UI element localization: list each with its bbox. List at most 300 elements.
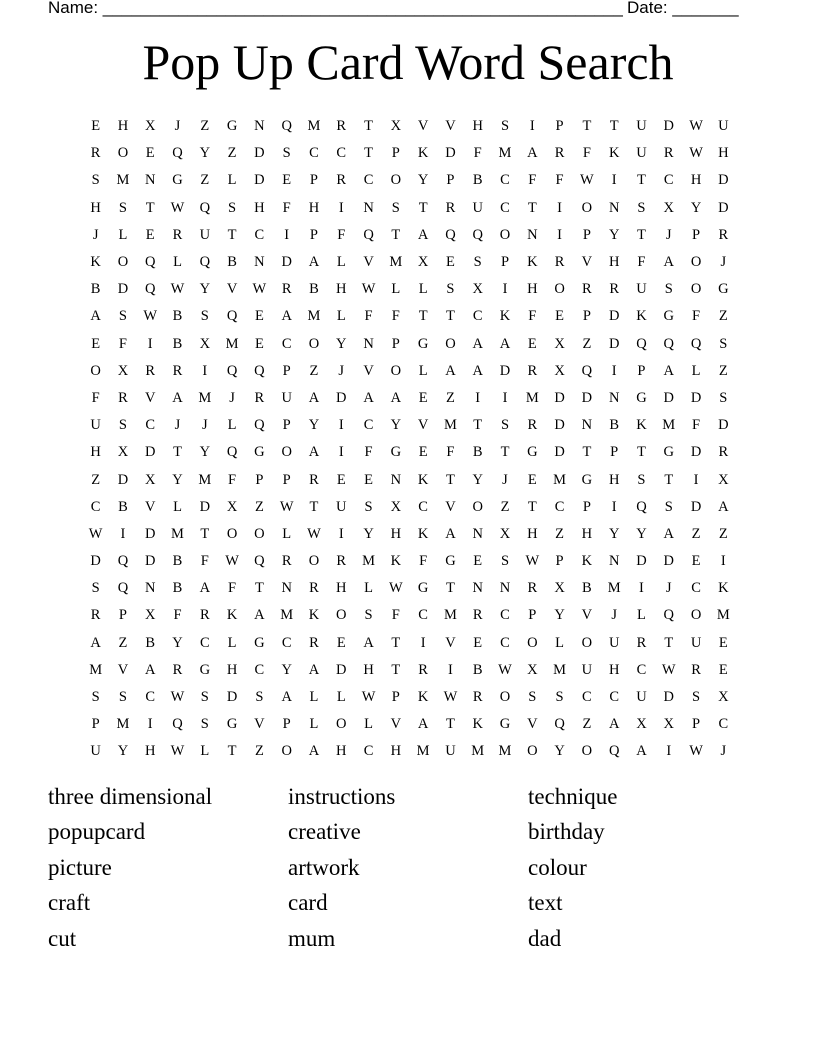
- grid-letter: Y: [417, 172, 429, 189]
- grid-letter: D: [144, 553, 156, 570]
- grid-letter: E: [718, 661, 728, 678]
- grid-letter: I: [338, 199, 344, 216]
- grid-letter: F: [391, 308, 400, 325]
- grid-letter: E: [718, 634, 728, 651]
- grid-letter: C: [199, 634, 210, 651]
- grid-letter: G: [445, 553, 456, 570]
- grid-letter: T: [418, 199, 428, 216]
- grid-letter: E: [527, 471, 537, 488]
- grid-letter: O: [581, 634, 593, 651]
- grid-letter: V: [417, 417, 429, 434]
- grid-letter: T: [254, 580, 264, 597]
- grid-letter: J: [720, 254, 727, 271]
- grid-letter: H: [608, 254, 620, 271]
- word-list: [48, 779, 768, 957]
- grid-letter: O: [308, 553, 320, 570]
- grid-letter: A: [663, 254, 674, 271]
- grid-letter: L: [637, 607, 646, 624]
- grid-letter: C: [363, 417, 374, 434]
- grid-letter: G: [636, 389, 647, 406]
- grid-letter: U: [718, 118, 729, 135]
- grid-letter: X: [144, 607, 156, 624]
- grid-letter: J: [174, 118, 181, 135]
- grid-letter: D: [254, 172, 265, 189]
- grid-letter: K: [417, 689, 429, 706]
- grid-letter: E: [336, 471, 346, 488]
- grid-letter: D: [144, 444, 156, 461]
- grid-letter: K: [472, 716, 483, 733]
- grid-letter: A: [308, 743, 320, 760]
- grid-letter: Y: [199, 444, 211, 461]
- grid-letter: Z: [91, 471, 101, 488]
- grid-letter: Z: [718, 308, 728, 325]
- grid-letter: I: [147, 716, 153, 733]
- grid-letter: F: [173, 607, 182, 624]
- grid-letter: L: [173, 254, 182, 271]
- grid-letter: O: [390, 172, 402, 189]
- grid-letter: E: [527, 335, 537, 352]
- letter-grid: [82, 113, 737, 766]
- grid-letter: T: [391, 634, 401, 651]
- grid-letter: I: [666, 743, 672, 760]
- grid-letter: Z: [227, 145, 237, 162]
- grid-letter: M: [116, 716, 130, 733]
- grid-letter: A: [718, 498, 729, 515]
- grid-letter: S: [91, 580, 100, 597]
- grid-letter: W: [580, 172, 594, 189]
- grid-letter: I: [529, 118, 535, 135]
- grid-letter: Y: [608, 525, 620, 542]
- grid-letter: B: [472, 661, 483, 678]
- grid-letter: S: [118, 199, 127, 216]
- grid-letter: G: [390, 444, 402, 461]
- grid-letter: M: [525, 389, 539, 406]
- grid-letter: U: [445, 743, 456, 760]
- grid-letter: Y: [472, 471, 483, 488]
- grid-letter: M: [443, 607, 457, 624]
- grid-letter: M: [389, 254, 403, 271]
- grid-letter: A: [527, 145, 538, 162]
- grid-letter: O: [445, 335, 456, 352]
- grid-letter: H: [254, 199, 265, 216]
- grid-letter: D: [554, 389, 565, 406]
- grid-letter: O: [254, 525, 265, 542]
- grid-letter: C: [472, 308, 483, 325]
- grid-letter: D: [199, 498, 211, 515]
- grid-letter: S: [528, 689, 537, 706]
- grid-letter: H: [472, 118, 483, 135]
- grid-letter: F: [419, 553, 428, 570]
- grid-letter: T: [527, 199, 537, 216]
- grid-letter: E: [364, 471, 373, 488]
- grid-letter: L: [227, 634, 237, 651]
- grid-letter: R: [718, 444, 729, 461]
- grid-letter: Q: [281, 118, 292, 135]
- grid-letter: H: [336, 743, 347, 760]
- grid-letter: W: [307, 525, 321, 542]
- grid-letter: B: [582, 580, 592, 597]
- grid-letter: K: [90, 254, 101, 271]
- grid-letter: C: [554, 498, 565, 515]
- grid-letter: E: [254, 335, 264, 352]
- grid-letter: I: [338, 444, 344, 461]
- grid-letter: H: [527, 525, 538, 542]
- grid-letter: S: [118, 308, 127, 325]
- grid-letter: E: [145, 226, 155, 243]
- grid-letter: Y: [281, 661, 292, 678]
- grid-letter: N: [608, 389, 620, 406]
- grid-letter: Q: [226, 362, 238, 379]
- grid-letter: U: [636, 145, 647, 162]
- grid-letter: G: [718, 281, 729, 298]
- grid-letter: Z: [200, 118, 210, 135]
- grid-letter: D: [608, 335, 620, 352]
- grid-letter: F: [692, 417, 701, 434]
- grid-letter: R: [472, 607, 483, 624]
- grid-letter: J: [338, 362, 345, 379]
- grid-letter: J: [229, 389, 235, 406]
- grid-letter: H: [336, 281, 347, 298]
- grid-letter: X: [390, 498, 402, 515]
- grid-letter: B: [90, 281, 101, 298]
- grid-letter: D: [690, 389, 702, 406]
- grid-letter: P: [582, 308, 591, 325]
- grid-letter: H: [144, 743, 156, 760]
- grid-letter: W: [170, 689, 185, 706]
- word-list-item: instructions: [288, 783, 396, 809]
- grid-letter: Q: [690, 335, 702, 352]
- grid-letter: R: [281, 281, 292, 298]
- grid-letter: M: [280, 607, 294, 624]
- grid-letter: W: [389, 580, 403, 597]
- grid-letter: D: [445, 145, 456, 162]
- grid-letter: C: [418, 498, 428, 515]
- grid-letter: D: [554, 444, 565, 461]
- grid-letter: N: [608, 553, 620, 570]
- grid-letter: L: [227, 172, 237, 189]
- grid-letter: S: [664, 498, 673, 515]
- name-field-label: Name: _______________________________________________________: [48, 0, 623, 17]
- grid-letter: I: [338, 525, 344, 542]
- grid-letter: R: [90, 145, 101, 162]
- grid-letter: B: [172, 553, 183, 570]
- grid-letter: P: [637, 362, 646, 379]
- grid-letter: I: [502, 389, 508, 406]
- grid-letter: M: [443, 417, 457, 434]
- grid-letter: B: [118, 498, 128, 515]
- grid-letter: G: [417, 335, 429, 352]
- grid-letter: L: [282, 525, 292, 542]
- grid-letter: E: [254, 308, 264, 325]
- grid-letter: R: [663, 145, 674, 162]
- grid-letter: C: [663, 172, 674, 189]
- grid-letter: N: [363, 335, 374, 352]
- grid-letter: C: [336, 145, 347, 162]
- grid-letter: A: [472, 362, 483, 379]
- grid-letter: O: [499, 689, 511, 706]
- grid-letter: I: [693, 471, 699, 488]
- grid-letter: P: [582, 498, 591, 515]
- grid-letter: Z: [254, 743, 264, 760]
- grid-letter: G: [226, 118, 238, 135]
- grid-letter: L: [336, 308, 346, 325]
- grid-letter: R: [527, 417, 538, 434]
- grid-letter: C: [281, 634, 292, 651]
- grid-letter: T: [446, 716, 455, 733]
- grid-letter: G: [254, 444, 265, 461]
- grid-letter: D: [663, 553, 674, 570]
- grid-letter: T: [637, 444, 646, 461]
- grid-letter: O: [581, 199, 593, 216]
- grid-letter: P: [282, 716, 291, 733]
- grid-letter: V: [390, 716, 402, 733]
- grid-letter: U: [336, 498, 347, 515]
- grid-letter: C: [718, 716, 729, 733]
- grid-letter: W: [170, 281, 185, 298]
- grid-letter: W: [689, 145, 703, 162]
- grid-letter: G: [581, 471, 593, 488]
- grid-letter: G: [417, 580, 429, 597]
- grid-letter: S: [692, 689, 701, 706]
- grid-letter: L: [309, 716, 319, 733]
- grid-letter: A: [90, 634, 101, 651]
- grid-letter: X: [472, 281, 483, 298]
- grid-letter: P: [309, 172, 318, 189]
- grid-letter: V: [226, 281, 238, 298]
- grid-letter: O: [527, 634, 538, 651]
- grid-letter: O: [117, 254, 129, 271]
- grid-letter: Q: [254, 362, 265, 379]
- grid-letter: R: [118, 389, 128, 406]
- grid-letter: L: [391, 281, 401, 298]
- grid-letter: G: [663, 444, 674, 461]
- grid-letter: W: [443, 689, 458, 706]
- grid-letter: X: [718, 471, 729, 488]
- grid-letter: A: [363, 389, 374, 406]
- word-list-item: artwork: [288, 854, 360, 880]
- grid-letter: Q: [172, 145, 183, 162]
- grid-letter: S: [500, 553, 510, 570]
- grid-letter: S: [200, 689, 209, 706]
- grid-letter: W: [170, 199, 185, 216]
- grid-letter: W: [661, 661, 676, 678]
- grid-letter: E: [555, 308, 565, 325]
- grid-letter: R: [172, 226, 183, 243]
- grid-letter: Y: [117, 743, 129, 760]
- grid-letter: N: [144, 172, 156, 189]
- grid-letter: U: [281, 389, 292, 406]
- grid-letter: T: [145, 199, 155, 216]
- grid-letter: C: [691, 580, 701, 597]
- grid-letter: U: [90, 417, 101, 434]
- grid-letter: H: [690, 172, 702, 189]
- grid-letter: C: [309, 145, 319, 162]
- grid-letter: U: [636, 118, 647, 135]
- grid-letter: Q: [199, 254, 211, 271]
- grid-letter: U: [472, 199, 483, 216]
- grid-letter: H: [226, 661, 238, 678]
- grid-letter: C: [281, 335, 292, 352]
- grid-letter: S: [255, 689, 264, 706]
- grid-letter: A: [308, 389, 320, 406]
- grid-letter: A: [90, 308, 101, 325]
- grid-letter: L: [336, 689, 346, 706]
- grid-letter: Z: [691, 525, 701, 542]
- grid-letter: Z: [555, 525, 565, 542]
- grid-letter: E: [91, 118, 101, 135]
- grid-letter: A: [472, 335, 483, 352]
- grid-letter: R: [472, 689, 483, 706]
- word-list-item: technique: [528, 783, 618, 809]
- grid-letter: B: [172, 335, 183, 352]
- grid-letter: M: [171, 525, 184, 542]
- grid-letter: Z: [582, 335, 592, 352]
- grid-letter: T: [473, 417, 483, 434]
- grid-letter: A: [608, 716, 620, 733]
- grid-letter: E: [473, 634, 483, 651]
- grid-letter: X: [117, 362, 129, 379]
- grid-letter: K: [608, 145, 620, 162]
- grid-letter: E: [336, 634, 346, 651]
- grid-letter: G: [663, 308, 674, 325]
- grid-letter: Y: [636, 525, 647, 542]
- grid-letter: H: [308, 199, 320, 216]
- grid-letter: L: [418, 362, 428, 379]
- grid-letter: A: [363, 634, 374, 651]
- grid-letter: E: [691, 553, 701, 570]
- grid-letter: N: [390, 471, 402, 488]
- grid-letter: Y: [363, 525, 374, 542]
- grid-letter: J: [611, 607, 617, 624]
- grid-letter: Q: [445, 226, 456, 243]
- grid-letter: H: [608, 471, 620, 488]
- grid-letter: P: [282, 471, 291, 488]
- grid-letter: I: [557, 226, 563, 243]
- grid-letter: S: [200, 716, 209, 733]
- grid-letter: T: [527, 498, 537, 515]
- grid-letter: S: [664, 281, 673, 298]
- grid-letter: T: [446, 308, 455, 325]
- grid-letter: X: [554, 362, 565, 379]
- grid-letter: E: [418, 444, 428, 461]
- grid-letter: M: [362, 553, 375, 570]
- grid-letter: R: [90, 607, 101, 624]
- grid-letter: C: [636, 661, 647, 678]
- grid-letter: R: [199, 607, 210, 624]
- grid-letter: R: [281, 553, 292, 570]
- grid-letter: H: [336, 580, 347, 597]
- grid-letter: V: [144, 389, 156, 406]
- grid-letter: M: [225, 335, 239, 352]
- grid-letter: Z: [118, 634, 128, 651]
- grid-letter: E: [145, 145, 155, 162]
- grid-letter: N: [472, 525, 483, 542]
- grid-letter: F: [364, 308, 373, 325]
- grid-letter: Z: [500, 498, 510, 515]
- grid-letter: B: [309, 281, 319, 298]
- grid-letter: F: [582, 145, 591, 162]
- grid-letter: X: [417, 254, 429, 271]
- grid-letter: F: [228, 580, 237, 597]
- grid-letter: V: [581, 254, 593, 271]
- grid-letter: Y: [390, 417, 402, 434]
- grid-letter: L: [227, 417, 237, 434]
- grid-letter: P: [555, 553, 564, 570]
- grid-letter: Z: [718, 362, 728, 379]
- grid-letter: X: [663, 716, 674, 733]
- grid-letter: Z: [446, 389, 455, 406]
- word-list-item: three dimensional: [48, 783, 213, 809]
- grid-letter: D: [336, 389, 347, 406]
- grid-letter: R: [172, 661, 183, 678]
- grid-letter: W: [689, 743, 703, 760]
- grid-letter: K: [636, 308, 647, 325]
- grid-letter: S: [500, 118, 510, 135]
- grid-letter: N: [254, 254, 265, 271]
- grid-letter: Y: [172, 471, 183, 488]
- grid-letter: D: [117, 471, 129, 488]
- grid-letter: M: [416, 743, 430, 760]
- grid-letter: Y: [336, 335, 347, 352]
- grid-letter: W: [252, 281, 267, 298]
- grid-letter: V: [445, 118, 456, 135]
- grid-letter: Q: [199, 199, 211, 216]
- grid-letter: F: [337, 226, 346, 243]
- grid-letter: J: [665, 226, 672, 243]
- grid-letter: C: [254, 661, 265, 678]
- word-list-item: picture: [48, 854, 112, 880]
- word-list-item: craft: [48, 890, 91, 916]
- grid-letter: D: [663, 118, 674, 135]
- grid-letter: N: [527, 226, 538, 243]
- grid-letter: P: [446, 172, 455, 189]
- grid-letter: S: [91, 172, 100, 189]
- word-list-item: mum: [288, 925, 336, 951]
- grid-letter: R: [609, 281, 620, 298]
- grid-letter: H: [581, 525, 593, 542]
- grid-letter: P: [500, 254, 510, 271]
- grid-letter: M: [498, 145, 512, 162]
- grid-letter: X: [499, 525, 511, 542]
- grid-letter: X: [144, 118, 156, 135]
- grid-letter: U: [199, 226, 211, 243]
- grid-letter: R: [445, 199, 456, 216]
- grid-letter: Y: [199, 145, 211, 162]
- grid-letter: I: [611, 362, 617, 379]
- grid-letter: T: [582, 118, 592, 135]
- grid-letter: K: [718, 580, 729, 597]
- grid-letter: P: [692, 226, 701, 243]
- grid-letter: E: [473, 553, 483, 570]
- grid-letter: D: [690, 444, 702, 461]
- grid-letter: X: [117, 444, 129, 461]
- grid-letter: O: [690, 281, 702, 298]
- grid-letter: W: [143, 308, 158, 325]
- grid-letter: R: [309, 580, 319, 597]
- grid-letter: O: [90, 362, 101, 379]
- grid-letter: T: [309, 498, 319, 515]
- grid-letter: E: [282, 172, 292, 189]
- grid-letter: R: [554, 254, 565, 271]
- grid-letter: T: [227, 743, 237, 760]
- grid-letter: F: [391, 607, 400, 624]
- grid-letter: F: [637, 254, 646, 271]
- grid-letter: O: [581, 743, 593, 760]
- grid-letter: P: [282, 362, 291, 379]
- grid-letter: F: [91, 389, 100, 406]
- grid-letter: K: [417, 471, 429, 488]
- grid-letter: K: [417, 525, 429, 542]
